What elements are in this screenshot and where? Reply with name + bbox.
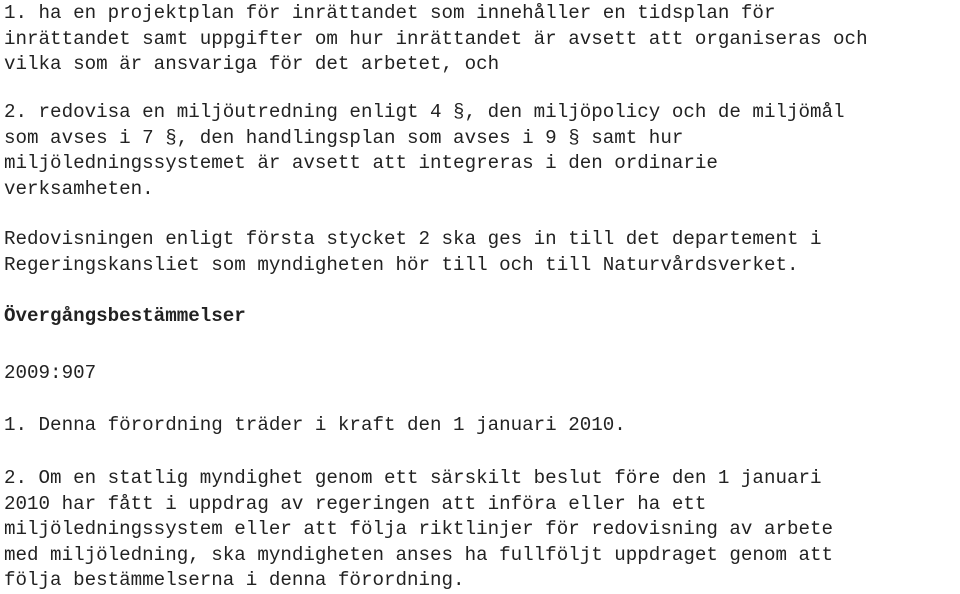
paragraph-ikrafttradande: 1. Denna förordning träder i kraft den 1 januari 2010. bbox=[4, 414, 626, 436]
paragraph-overgangsregel: 2. Om en statlig myndighet genom ett särskilt beslut före den 1 januari 2010 har fått i uppdrag av regeringen att införa eller ha ett miljöledningssystem eller att följa riktlinjer för redovisning av arbete med miljöledning, ska myndigheten anses ha fullföljt uppdraget genom att följa bestämmelserna i denna förordning. bbox=[4, 467, 834, 591]
ordinance-number: 2009:907 bbox=[4, 362, 97, 384]
section-heading: Övergångsbestämmelser bbox=[4, 305, 246, 327]
paragraph-projektplan: 1. ha en projektplan för inrättandet som innehåller en tidsplan för inrättandet samt uppgifter om hur inrättandet är avsett att organiseras och vilka som är ansvariga för det arbetet, och bbox=[4, 2, 868, 75]
paragraph-miljoutredning: 2. redovisa en miljöutredning enligt 4 §, den miljöpolicy och de miljömål som avses i 7 §, den handlingsplan som avses i 9 § samt hur miljöledningssystemet är avsett att integreras i den ordinarie verksamheten. bbox=[4, 101, 845, 200]
paragraph-redovisningen: Redovisningen enligt första stycket 2 ska ges in till det departement i Regeringskansliet som myndigheten hör till och till Naturvårdsverket. bbox=[4, 228, 822, 276]
